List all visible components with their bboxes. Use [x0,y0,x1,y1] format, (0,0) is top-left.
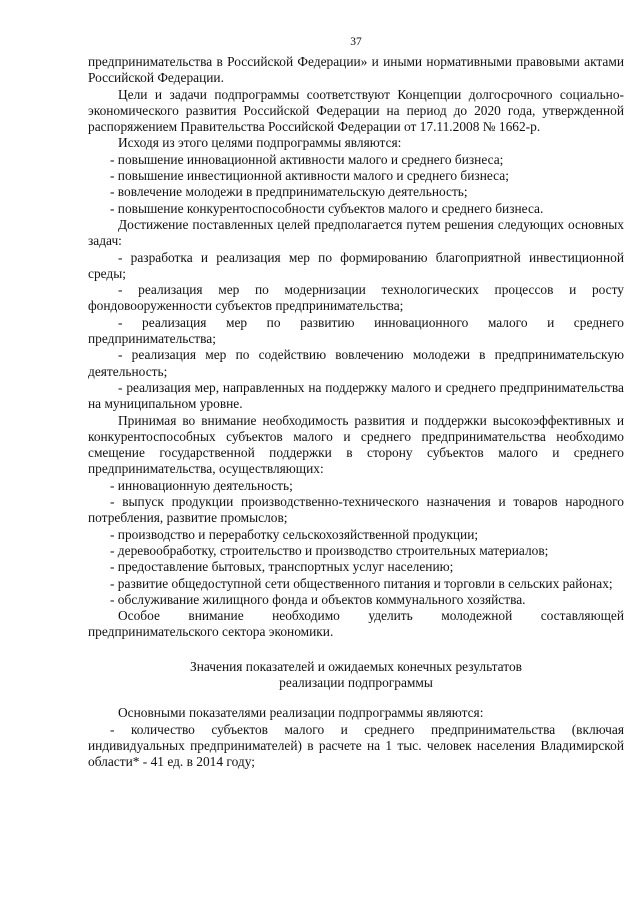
section-heading [88,659,624,692]
list-item: - развитие общедоступной сети общественного питания и торговли в сельских районах; [110,575,613,591]
list-item: - обслуживание жилищного фонда и объектов коммунального хозяйства. [110,591,526,607]
paragraph: Принимая во внимание необходимость развития и поддержки высокоэффективных и конкурентоспособных субъектов малого и среднего предпринимательства необходимо смещение государственной поддержки в сторону субъектов малого и среднего предпринимательства, осуществляющих: [88,412,624,477]
list-item: - повышение инновационной активности малого и среднего бизнеса; [110,151,504,167]
list-item: - инновационную деятельность; [110,477,293,493]
paragraph: - реализация мер по развитию инновационного малого и среднего предпринимательства; [88,314,624,347]
paragraph: - реализация мер по модернизации технологических процессов и росту фондовооруженности субъектов предпринимательства; [88,282,624,314]
list-item: - повышение конкурентоспособности субъектов малого и среднего бизнеса. [110,200,544,216]
page-number: 37 [350,36,362,48]
paragraph: - реализация мер по содействию вовлечению молодежи в предпринимательскую деятельность; [88,347,624,379]
document-body [88,54,624,641]
paragraph: Цели и задачи подпрограммы соответствуют Концепции долгосрочного социально-экономического развития Российской Федерации на период до 2020 года, утвержденной распоряжением Правительства Российской Федерации от 17.11.2008 № 1662-р. [88,86,624,135]
list-item: - повышение инвестиционной активности малого и среднего бизнеса; [110,168,509,184]
list-item: - вовлечение молодежи в предпринимательскую деятельность; [110,184,468,200]
paragraph: - разработка и реализация мер по формированию благоприятной инвестиционной среды; [88,249,624,281]
document-body-continued [88,705,624,770]
paragraph: Особое внимание необходимо уделить молодежной составляющей предпринимательского сектора экономики. [88,608,624,640]
list-item: - деревообработку, строительство и производство строительных материалов; [110,542,549,558]
section-heading-line-1: Значения показателей и ожидаемых конечных результатов [190,658,522,674]
paragraph: предпринимательства в Российской Федерации» и иными нормативными правовыми актами Российской Федерации. [88,54,624,86]
paragraph: - реализация мер, направленных на поддержку малого и среднего предпринимательства на муниципальном уровне. [88,379,624,412]
paragraph: Достижение поставленных целей предполагается путем решения следующих основных задач: [88,216,624,249]
list-item: - выпуск продукции производственно-технического назначения и товаров народного потребления, развитие промыслов; [88,494,624,526]
list-item: - предоставление бытовых, транспортных услуг населению; [110,559,454,575]
paragraph: Основными показателями реализации подпрограммы являются: [118,705,484,721]
paragraph: Исходя из этого целями подпрограммы являются: [118,135,402,151]
section-heading-line-2: реализации подпрограммы [279,674,433,690]
list-item: - производство и переработку сельскохозяйственной продукции; [110,526,479,542]
list-item: - количество субъектов малого и среднего предпринимательства (включая индивидуальных предпринимателей) в расчете на 1 тыс. человек населения Владимирской области* - 41 ед. в 2014 году; [88,721,624,770]
